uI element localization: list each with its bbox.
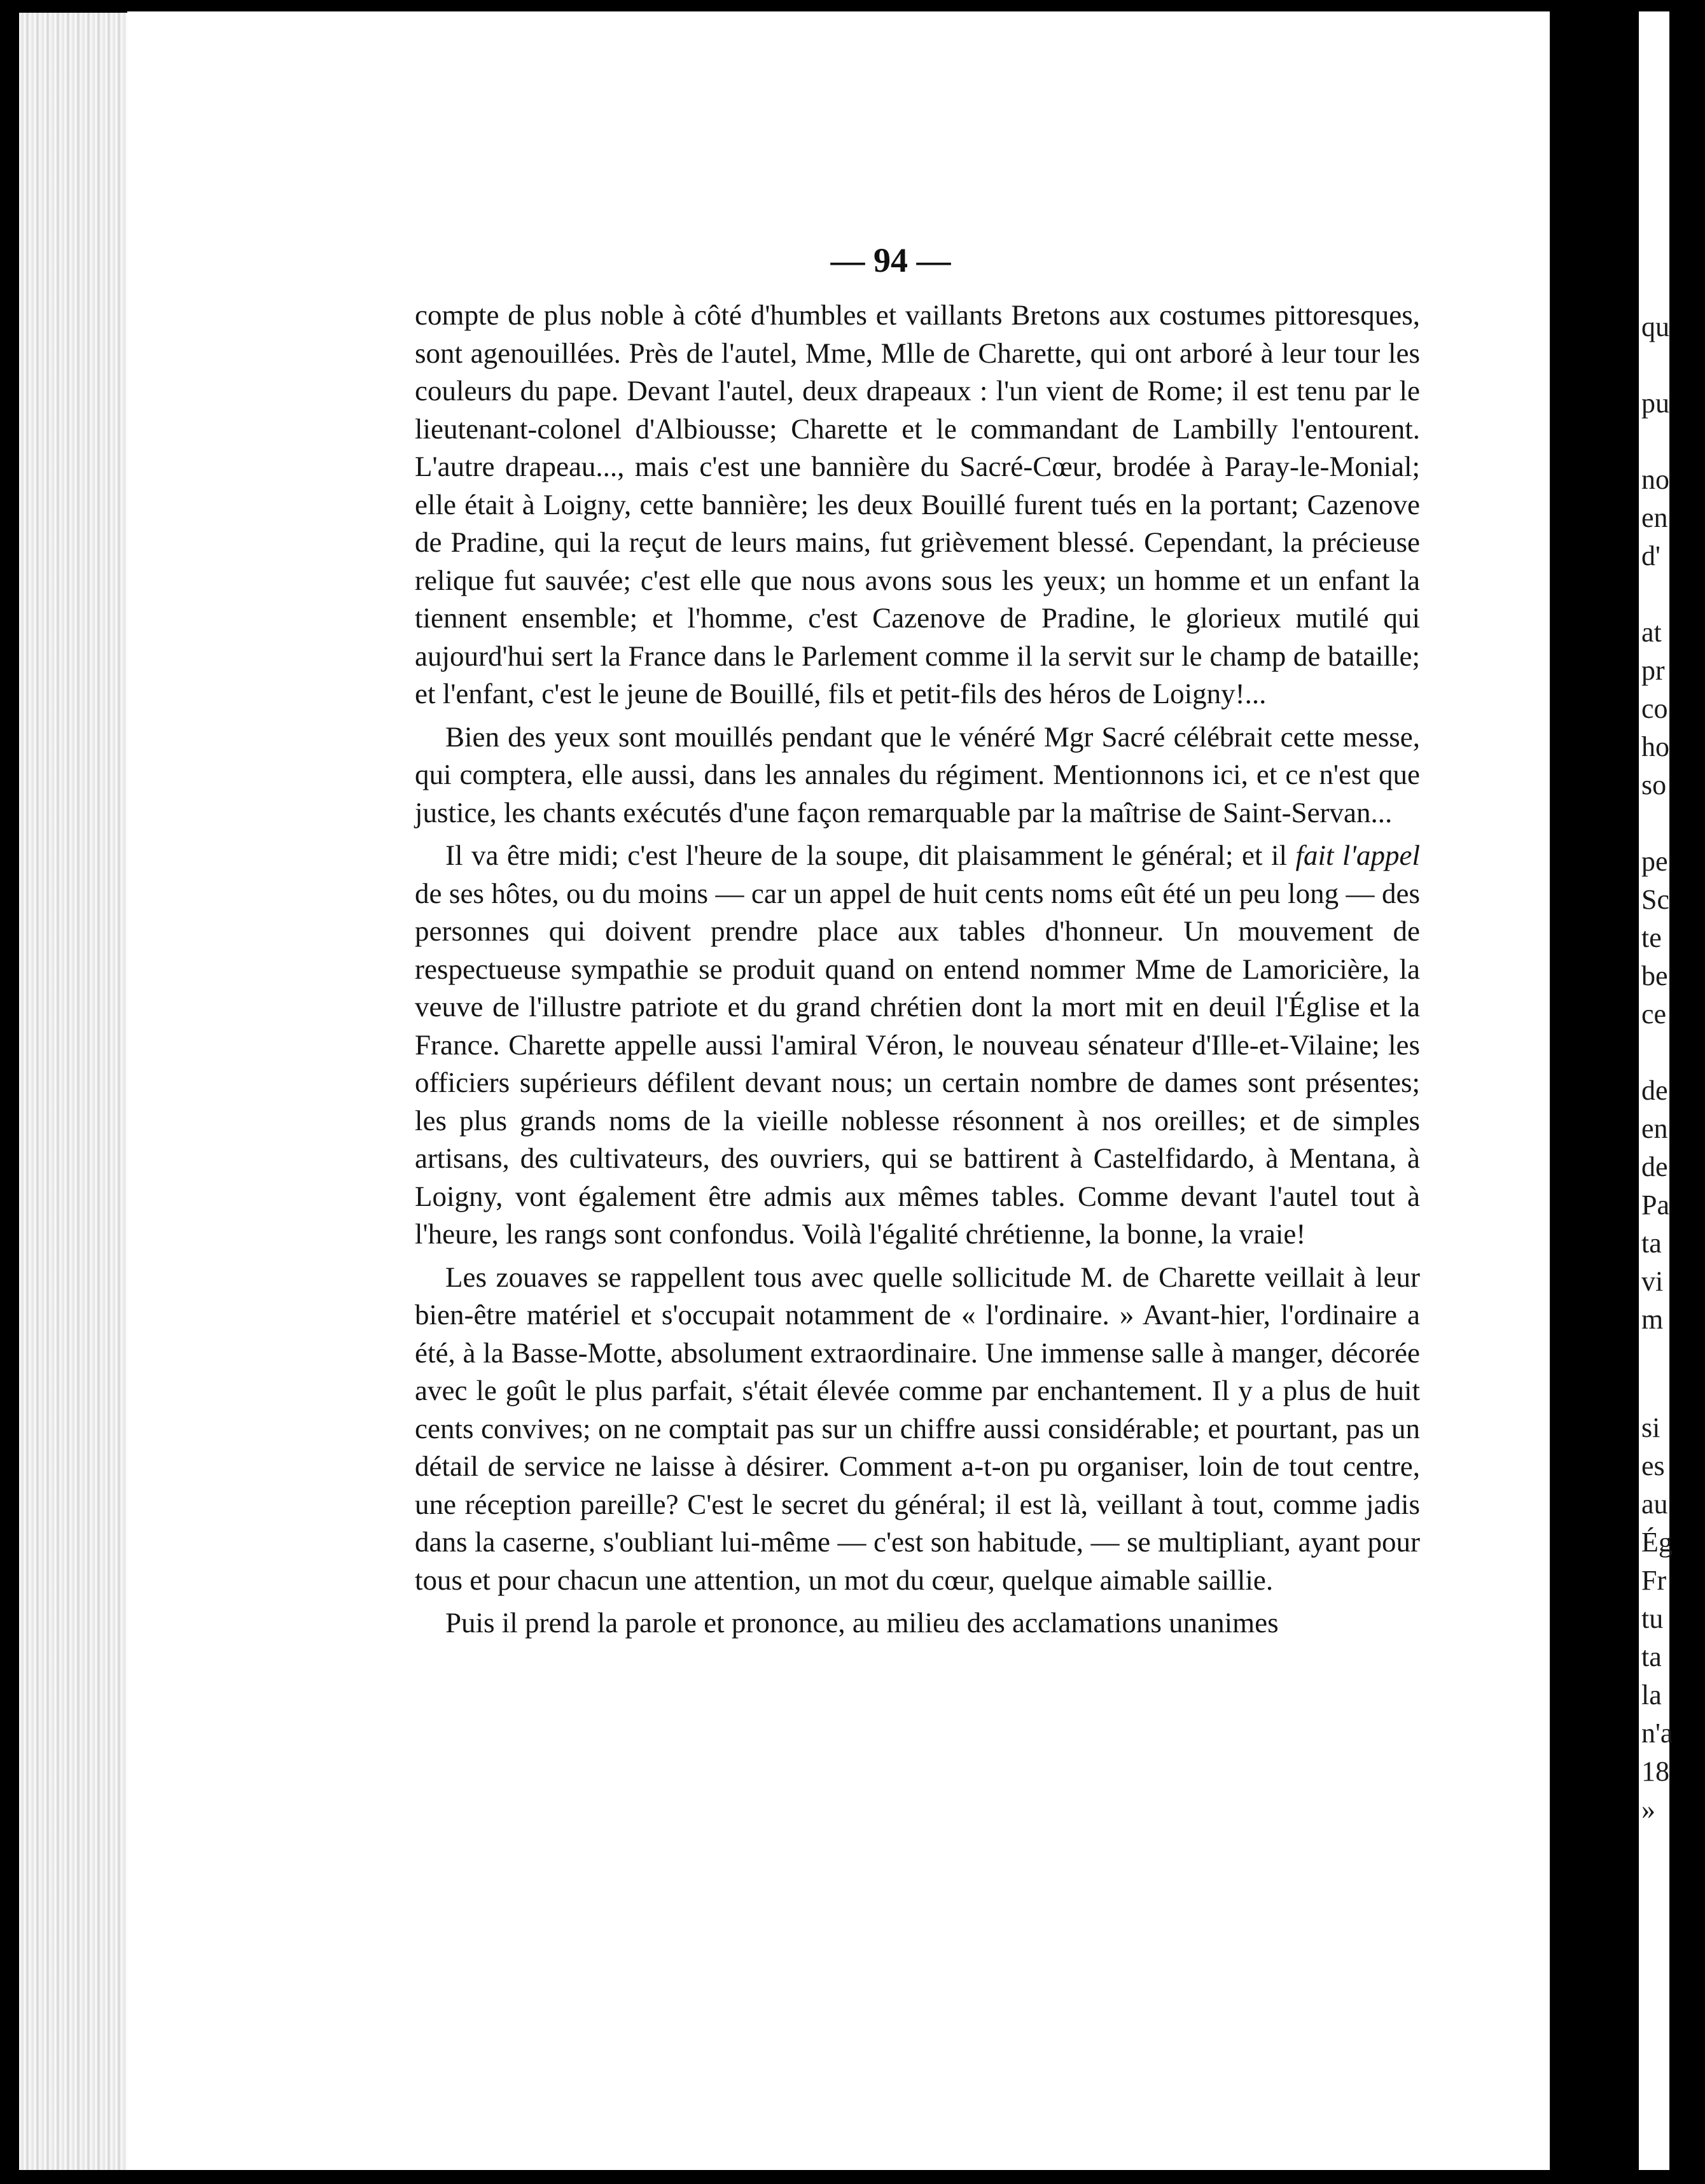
next-page-fragment: no: [1641, 464, 1669, 495]
next-page-fragment: si: [1641, 1412, 1660, 1443]
next-page-fragment: es: [1641, 1450, 1665, 1481]
next-page-fragment: ce: [1641, 998, 1667, 1030]
next-page-fragment: de: [1641, 1151, 1668, 1182]
next-page-fragment: be: [1641, 960, 1668, 991]
paragraph-3-start: Il va être midi; c'est l'heure de la soupe, dit plaisamment le général; et il: [445, 839, 1296, 871]
next-page-fragment: »: [1641, 1794, 1655, 1825]
next-page-fragment: tu: [1641, 1603, 1664, 1634]
next-page-fragment: d': [1641, 540, 1660, 571]
book-page-edges: [19, 13, 127, 2170]
next-page-fragment: te: [1641, 922, 1662, 953]
next-page-fragment: ho: [1641, 731, 1669, 762]
paragraph-4: Les zouaves se rappellent tous avec quelle sollicitude M. de Charette veillait à leur bien-être matériel et s'occupait notamment de « l'ordinaire. » Avant-hier, l'ordinaire a été, à la Basse-Motte, absolument extraordinaire. Une immense salle à manger, décorée avec le goût le plus parfait, s'était élevée comme par enchantement. Il y a plus de huit cents convives; on ne comptait pas sur un chiffre aussi considérable; et pourtant, pas un détail de service ne laisse à désirer. Comment a-t-on pu organiser, loin de tout centre, une réception pareille? C'est le secret du général; il est là, veillant à tout, comme jadis dans la caserne, s'oubliant lui-même — c'est son habitude, — se multipliant, ayant pour tous et pour chacun une attention, un mot du cœur, quelque aimable saillie.: [415, 1261, 1420, 1596]
next-page-fragment: en: [1641, 1113, 1668, 1144]
next-page-fragment: co: [1641, 693, 1668, 724]
next-page-fragment: n'a: [1641, 1718, 1673, 1749]
next-page-fragment: en: [1641, 502, 1668, 533]
paragraph-3: [415, 837, 1420, 1254]
page-number: — 94 —: [830, 241, 951, 279]
next-page-fragment: au: [1641, 1488, 1668, 1520]
next-page-fragment: Ég: [1641, 1527, 1673, 1558]
next-page-fragment: qu: [1641, 311, 1669, 342]
next-page-fragment: 18: [1641, 1756, 1669, 1787]
paragraph-5: Puis il prend la parole et prononce, au milieu des acclamations unanimes: [445, 1607, 1279, 1639]
next-page-fragment: de: [1641, 1075, 1668, 1106]
next-page-fragment: pr: [1641, 655, 1665, 686]
next-page-fragment: Sc: [1641, 884, 1669, 915]
next-page-fragment: ta: [1641, 1228, 1662, 1259]
paragraph-3-end: de ses hôtes, ou du moins — car un appel de huit cents noms eût été un peu long — des personnes qui doivent prendre place aux tables d'honneur. Un mouvement de respectueuse sympathie se produit quand on entend nommer Mme de Lamoricière, la veuve de l'illustre patriote et du grand chrétien dont la mort mit en deuil l'Église et la France. Charette appelle aussi l'amiral Véron, le nouveau sénateur d'Ille-et-Vilaine; les officiers supérieurs défilent devant nous; un certain nombre de dames sont présentes; les plus grands noms de la vieille noblesse résonnent à nos oreilles; et de simples artisans, des cultivateurs, des ouvriers, qui se battirent à Castelfidardo, à Mentana, à Loigny, vont également être admis aux mêmes tables. Comme devant l'autel tout à l'heure, les rangs sont confondus. Voilà l'égalité chrétienne, la bonne, la vraie!: [415, 877, 1420, 1250]
next-page-fragment: so: [1641, 769, 1667, 801]
next-page-fragment: vi: [1641, 1266, 1664, 1297]
paragraph-2: Bien des yeux sont mouillés pendant que le vénéré Mgr Sacré célébrait cette messe, qui comptera, elle aussi, dans les annales du régiment. Mentionnons ici, et ce n'est que justice, les chants exécutés d'une façon remarquable par la maîtrise de Saint-Servan...: [415, 720, 1420, 829]
page-body-text: [415, 297, 1420, 1642]
next-page-fragment: Fr: [1641, 1565, 1667, 1596]
right-page-edge: [1639, 11, 1673, 2170]
paragraph-1: compte de plus noble à côté d'humbles et vaillants Bretons aux costumes pittoresques, sont agenouillées. Près de l'autel, Mme, Mlle de Charette, qui ont arboré à leur tour les couleurs du pape. Devant l'autel, deux drapeaux : l'un vient de Rome; il est tenu par le lieutenant-colonel d'Albiousse; Charette et le commandant de Lambilly l'entourent. L'autre drapeau..., mais c'est une bannière du Sacré-Cœur, brodée à Paray-le-Monial; elle était à Loigny, cette bannière; les deux Bouillé furent tués en la portant; Cazenove de Pradine, qui la reçut de leurs mains, fut grièvement blessé. Cependant, la précieuse relique fut sauvée; c'est elle que nous avons sous les yeux; un homme et un enfant la tiennent ensemble; et l'homme, c'est Cazenove de Pradine, le glorieux mutilé qui aujourd'hui sert la France dans le Parlement comme il la servit sur le champ de bataille; et l'enfant, c'est le jeune de Bouillé, fils et petit-fils des héros de Loigny!...: [415, 299, 1420, 710]
next-page-fragment: m: [1641, 1304, 1664, 1335]
next-page-fragment: Pa: [1641, 1189, 1669, 1221]
paragraph-3-italic: fait l'appel: [1295, 839, 1421, 871]
next-page-fragment: pe: [1641, 846, 1668, 877]
next-page-fragment: at: [1641, 617, 1662, 648]
next-page-fragment: ta: [1641, 1641, 1662, 1672]
book-gutter: [1550, 0, 1639, 2184]
next-page-fragment: la: [1641, 1679, 1662, 1711]
next-page-fragment: pu: [1641, 388, 1669, 419]
